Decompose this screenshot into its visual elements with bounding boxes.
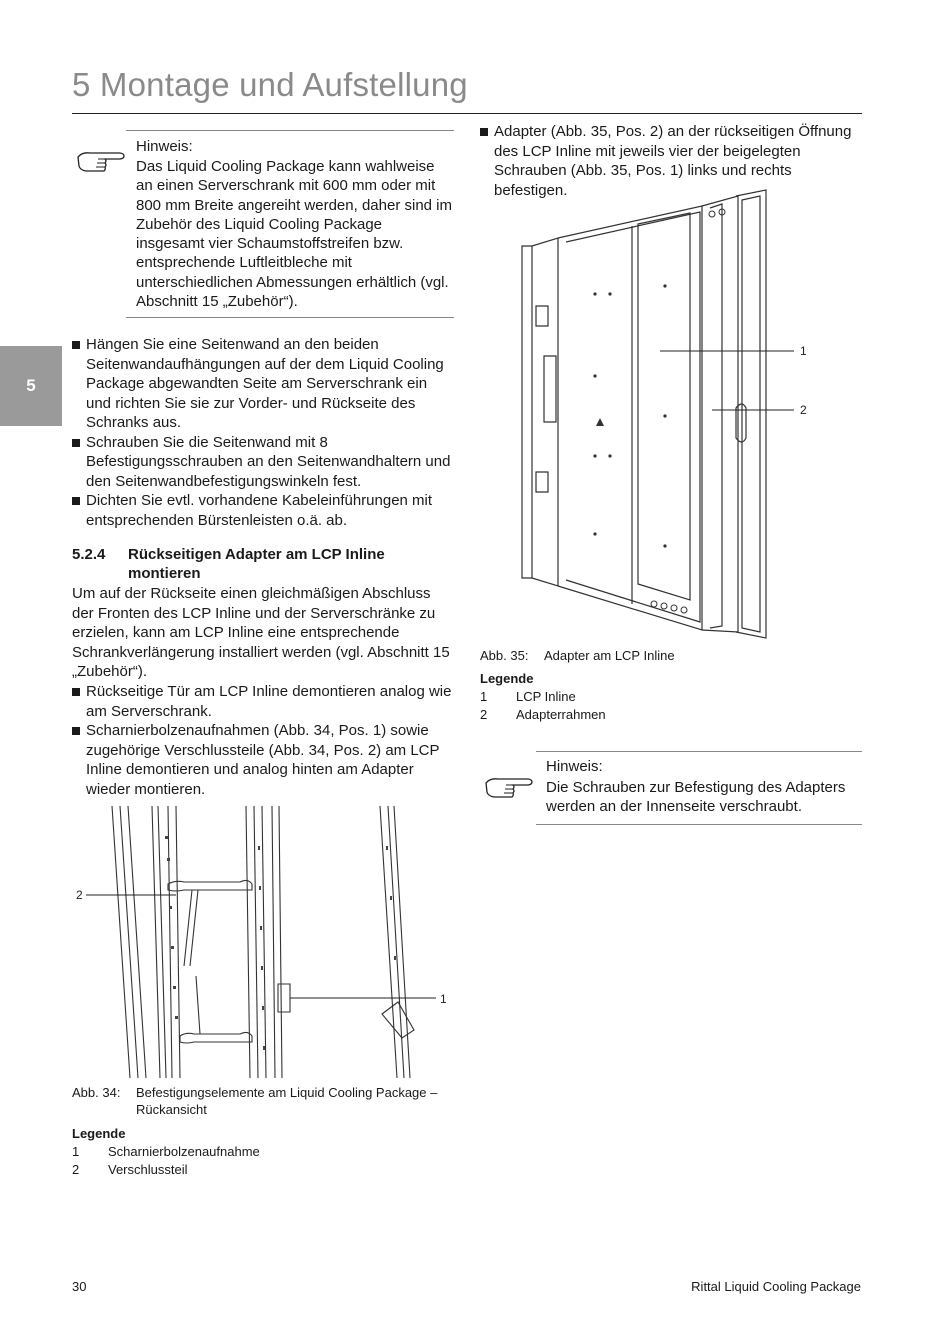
figure-35-callout-1: 1	[800, 344, 807, 358]
section-title: Rückseitigen Adapter am LCP Inline montieren	[128, 546, 385, 582]
pointing-hand-icon	[484, 770, 534, 800]
figure-35-callout-2: 2	[800, 403, 807, 417]
note-heading: Hinweis:	[136, 138, 193, 155]
note-body: Das Liquid Cooling Package kann wahlweise an einen Serverschrank mit 600 mm oder mit 800 mm Breite angereiht werden, daher sind im Zubehör des Liquid Cooling Package insgesamt vier Schaumstoffstreifen bzw. entsprechende Luftleitbleche mit unterschiedlichen Abmessungen erhältlich (vgl. Abschnitt 15 „Zubehör“).	[136, 158, 452, 311]
figure-34-callout-2: 2	[76, 888, 83, 902]
chapter-title: 5 Montage und Aufstellung	[72, 66, 468, 103]
chapter-side-tab: 5	[0, 346, 62, 426]
figure-34-callout-1: 1	[440, 992, 447, 1006]
legend-row: 1 Scharnierbolzenaufnahme	[72, 1144, 260, 1159]
legend-row: 2 Adapterrahmen	[480, 706, 606, 722]
adapter-steps-list	[72, 682, 456, 799]
caption-text: Adapter am LCP Inline	[544, 648, 675, 663]
section-number: 5.2.4	[72, 546, 106, 563]
figure-35-caption	[480, 647, 862, 664]
legend-title: Legende	[480, 671, 534, 686]
note-box	[126, 130, 454, 318]
caption-label: Abb. 35:	[480, 648, 529, 663]
note-box	[536, 751, 862, 825]
legend-row: 1 LCP Inline	[480, 689, 576, 704]
figure-34-caption	[72, 1084, 456, 1118]
figure-35-legend	[480, 688, 606, 723]
caption-text: Befestigungselemente am Liquid Cooling Package – Rückansicht	[136, 1085, 438, 1117]
legend-title: Legende	[72, 1126, 126, 1141]
note-heading: Hinweis:	[546, 758, 603, 775]
mounting-steps-list	[72, 335, 456, 530]
list-item: Hängen Sie eine Seitenwand an den beiden Seitenwandaufhängungen auf der dem Liquid Cooling Package abgewandten Seite am Serverschrank ein und richten Sie sie zur Vorder- und Rückseite des Schranks aus.	[72, 335, 456, 433]
title-rule	[72, 113, 862, 114]
figure-34-drawing	[72, 806, 456, 1082]
list-item: Scharnierbolzenaufnahmen (Abb. 34, Pos. 1) sowie zugehörige Verschlussteile (Abb. 34, Pos. 2) am LCP Inline demontieren und analog hinten am Adapter wieder montieren.	[72, 721, 456, 799]
footer-product-name: Rittal Liquid Cooling Package	[691, 1279, 861, 1294]
list-item: Dichten Sie evtl. vorhandene Kabeleinführungen mit entsprechenden Bürstenleisten o.ä. ab.	[72, 491, 456, 530]
list-item: Schrauben Sie die Seitenwand mit 8 Befestigungsschrauben an den Seitenwandhaltern und den Seitenwandbefestigungswinkeln fest.	[72, 433, 456, 492]
page-number: 30	[72, 1279, 87, 1294]
list-item: Rückseitige Tür am LCP Inline demontieren analog wie am Serverschrank.	[72, 682, 456, 721]
figure-35-drawing	[510, 186, 850, 646]
section-heading	[72, 545, 456, 583]
caption-label: Abb. 34:	[72, 1085, 121, 1100]
section-intro: Um auf der Rückseite einen gleichmäßigen Abschluss der Fronten des LCP Inline und der Serverschränke zu erzielen, kann am LCP Inline eine entsprechende Schrankverlängerung installiert werden (vgl. Abschnitt 15 „Zubehör“).	[72, 585, 450, 680]
list-item: Adapter (Abb. 35, Pos. 2) an der rückseitigen Öffnung des LCP Inline mit jeweils vier der beigelegten Schrauben (Abb. 35, Pos. 1) links und rechts befestigen.	[480, 122, 862, 200]
note-body: Die Schrauben zur Befestigung des Adapters werden an der Innenseite verschraubt.	[546, 779, 846, 816]
pointing-hand-icon	[76, 144, 126, 174]
legend-row: 2 Verschlussteil	[72, 1161, 188, 1177]
figure-34-legend	[72, 1143, 260, 1178]
